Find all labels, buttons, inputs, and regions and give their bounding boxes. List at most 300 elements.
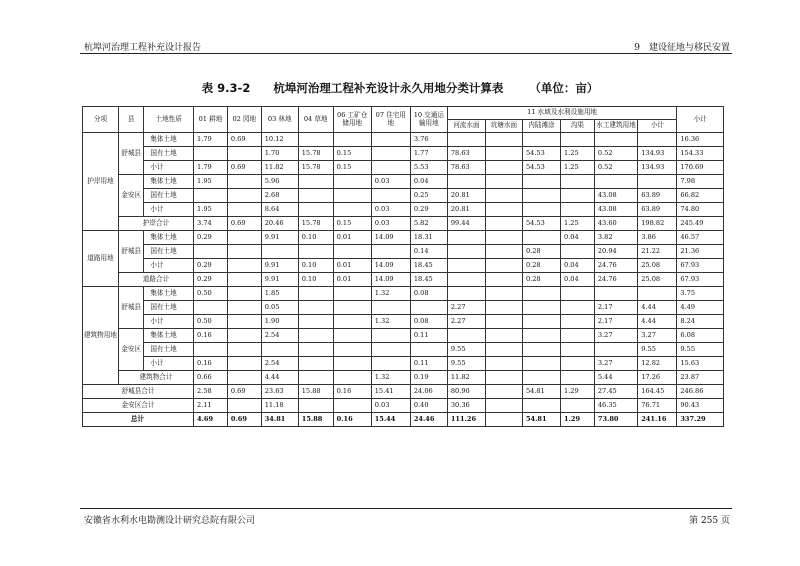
- value-cell: [638, 133, 677, 147]
- value-cell: [561, 329, 595, 343]
- value-cell: 2.58: [194, 385, 228, 399]
- value-cell: 1.32: [371, 371, 410, 385]
- value-cell: 20.94: [594, 245, 637, 259]
- value-cell: 246.86: [677, 385, 724, 399]
- summary-row-label: 金安区合计: [83, 399, 194, 413]
- value-cell: [594, 133, 637, 147]
- value-cell: 54.81: [522, 385, 560, 399]
- value-cell: [561, 245, 595, 259]
- value-cell: 63.89: [638, 189, 677, 203]
- value-cell: [561, 189, 595, 203]
- value-cell: [333, 371, 371, 385]
- value-cell: [227, 371, 261, 385]
- value-cell: [298, 203, 333, 217]
- value-cell: [485, 259, 522, 273]
- value-cell: [333, 133, 371, 147]
- value-cell: [485, 147, 522, 161]
- value-cell: 134.93: [638, 147, 677, 161]
- summary-row-label: 建筑物合计: [118, 371, 193, 385]
- value-cell: 80.90: [447, 385, 485, 399]
- value-cell: 1.25: [561, 147, 595, 161]
- value-cell: [227, 231, 261, 245]
- value-cell: [485, 161, 522, 175]
- value-cell: [522, 329, 560, 343]
- summary-row-label: 舒城县合计: [83, 385, 194, 399]
- value-cell: 43.08: [594, 189, 637, 203]
- value-cell: 2.27: [447, 315, 485, 329]
- value-cell: 10.12: [261, 133, 298, 147]
- value-cell: 0.29: [194, 259, 228, 273]
- value-cell: [561, 399, 595, 413]
- value-cell: [485, 287, 522, 301]
- value-cell: 0.69: [227, 217, 261, 231]
- value-cell: 63.89: [638, 203, 677, 217]
- header-col-06: 06 工矿仓储用地: [333, 107, 371, 133]
- value-cell: [194, 301, 228, 315]
- value-cell: [333, 287, 371, 301]
- value-cell: [638, 175, 677, 189]
- land-nature-label: 集体土地: [144, 329, 194, 343]
- value-cell: 11.82: [261, 161, 298, 175]
- land-nature-label: 国有土地: [144, 189, 194, 203]
- value-cell: 15.78: [298, 217, 333, 231]
- value-cell: 0.10: [298, 259, 333, 273]
- land-nature-label: 小计: [144, 259, 194, 273]
- value-cell: 0.29: [410, 203, 447, 217]
- value-cell: [298, 175, 333, 189]
- value-cell: [298, 315, 333, 329]
- value-cell: 18.45: [410, 259, 447, 273]
- table-row: [83, 133, 724, 147]
- value-cell: 17.26: [638, 371, 677, 385]
- value-cell: [561, 357, 595, 371]
- value-cell: 1.79: [194, 161, 228, 175]
- value-cell: 3.27: [594, 357, 637, 371]
- value-cell: 3.27: [638, 329, 677, 343]
- value-cell: 4.69: [194, 413, 228, 427]
- summary-row-label: 道路合计: [118, 273, 193, 287]
- value-cell: [485, 175, 522, 189]
- value-cell: 0.11: [410, 357, 447, 371]
- value-cell: [333, 203, 371, 217]
- value-cell: [410, 301, 447, 315]
- table-row: [83, 147, 724, 161]
- value-cell: [485, 343, 522, 357]
- value-cell: 0.29: [194, 273, 228, 287]
- value-cell: [485, 399, 522, 413]
- table-row: [83, 217, 724, 231]
- value-cell: 15.41: [371, 385, 410, 399]
- value-cell: 14.09: [371, 231, 410, 245]
- value-cell: 43.60: [594, 217, 637, 231]
- table-row: [83, 315, 724, 329]
- table-row: [83, 413, 724, 427]
- value-cell: 198.82: [638, 217, 677, 231]
- value-cell: [447, 329, 485, 343]
- value-cell: [485, 189, 522, 203]
- value-cell: 0.19: [410, 371, 447, 385]
- value-cell: [485, 203, 522, 217]
- value-cell: 18.45: [410, 273, 447, 287]
- value-cell: [333, 329, 371, 343]
- value-cell: 1.25: [561, 161, 595, 175]
- value-cell: 0.01: [333, 259, 371, 273]
- value-cell: [485, 371, 522, 385]
- value-cell: [371, 357, 410, 371]
- value-cell: 21.36: [677, 245, 724, 259]
- value-cell: 2.68: [261, 189, 298, 203]
- value-cell: 170.69: [677, 161, 724, 175]
- value-cell: 0.16: [194, 329, 228, 343]
- value-cell: [447, 287, 485, 301]
- value-cell: 0.28: [522, 273, 560, 287]
- value-cell: 74.80: [677, 203, 724, 217]
- value-cell: 1.95: [194, 175, 228, 189]
- value-cell: [561, 343, 595, 357]
- land-nature-label: 集体土地: [144, 175, 194, 189]
- table-row: [83, 259, 724, 273]
- value-cell: 2.54: [261, 329, 298, 343]
- value-cell: 245.49: [677, 217, 724, 231]
- value-cell: [522, 133, 560, 147]
- value-cell: 0.40: [410, 399, 447, 413]
- value-cell: [522, 315, 560, 329]
- land-use-table: [82, 106, 724, 427]
- value-cell: [333, 245, 371, 259]
- table-row: [83, 371, 724, 385]
- value-cell: [227, 245, 261, 259]
- value-cell: 0.52: [594, 147, 637, 161]
- table-row: [83, 245, 724, 259]
- table-title-text: 表 9.3-2 杭埠河治理工程补充设计永久用地分类计算表: [201, 81, 504, 95]
- table-title: [0, 80, 800, 96]
- value-cell: [485, 301, 522, 315]
- value-cell: [522, 189, 560, 203]
- value-cell: 78.63: [447, 161, 485, 175]
- value-cell: 54.53: [522, 161, 560, 175]
- value-cell: 0.52: [594, 161, 637, 175]
- value-cell: [194, 245, 228, 259]
- value-cell: [227, 287, 261, 301]
- value-cell: 1.29: [561, 413, 595, 427]
- table-row: [83, 161, 724, 175]
- header-col-02: 02 园地: [227, 107, 261, 133]
- value-cell: 0.25: [410, 189, 447, 203]
- value-cell: 337.29: [677, 413, 724, 427]
- value-cell: 20.81: [447, 189, 485, 203]
- value-cell: 15.88: [298, 413, 333, 427]
- value-cell: 4.49: [677, 301, 724, 315]
- land-nature-label: 小计: [144, 357, 194, 371]
- value-cell: 0.16: [333, 385, 371, 399]
- footer-page-number: 第 255 页: [689, 516, 730, 526]
- header-beach: 内陆滩涂: [522, 120, 560, 133]
- value-cell: [298, 399, 333, 413]
- header-col-total: 小计: [677, 107, 724, 133]
- value-cell: [227, 273, 261, 287]
- value-cell: [227, 329, 261, 343]
- value-cell: 24.76: [594, 259, 637, 273]
- value-cell: [371, 301, 410, 315]
- value-cell: 1.32: [371, 287, 410, 301]
- value-cell: [410, 343, 447, 357]
- value-cell: [333, 343, 371, 357]
- value-cell: 1.95: [194, 203, 228, 217]
- table-row: [83, 231, 724, 245]
- value-cell: 20.46: [261, 217, 298, 231]
- value-cell: [227, 357, 261, 371]
- value-cell: 25.08: [638, 259, 677, 273]
- value-cell: 34.81: [261, 413, 298, 427]
- value-cell: [227, 203, 261, 217]
- summary-row-label: 护岸合计: [118, 217, 193, 231]
- value-cell: 8.24: [677, 315, 724, 329]
- value-cell: [227, 343, 261, 357]
- value-cell: [227, 399, 261, 413]
- table-row: [83, 385, 724, 399]
- value-cell: 14.09: [371, 273, 410, 287]
- value-cell: 9.91: [261, 259, 298, 273]
- value-cell: 0.04: [561, 231, 595, 245]
- value-cell: 24.76: [594, 273, 637, 287]
- value-cell: 0.15: [333, 161, 371, 175]
- value-cell: [333, 315, 371, 329]
- value-cell: [485, 357, 522, 371]
- header-report-title: 杭埠河治理工程补充设计报告: [84, 43, 202, 53]
- header-pond: 坑塘水面: [485, 120, 522, 133]
- value-cell: [371, 133, 410, 147]
- value-cell: [485, 273, 522, 287]
- value-cell: 67.93: [677, 259, 724, 273]
- value-cell: 0.69: [227, 385, 261, 399]
- value-cell: 111.26: [447, 413, 485, 427]
- value-cell: 3.74: [194, 217, 228, 231]
- value-cell: 46.57: [677, 231, 724, 245]
- value-cell: 25.08: [638, 273, 677, 287]
- land-nature-label: 集体土地: [144, 133, 194, 147]
- value-cell: 2.27: [447, 301, 485, 315]
- value-cell: 54.81: [522, 413, 560, 427]
- header-category: 分项: [83, 107, 119, 133]
- table-unit: （单位：亩）: [529, 81, 599, 95]
- land-nature-label: 小计: [144, 161, 194, 175]
- value-cell: 0.16: [194, 357, 228, 371]
- value-cell: 16.36: [677, 133, 724, 147]
- value-cell: 2.17: [594, 315, 637, 329]
- value-cell: 8.64: [261, 203, 298, 217]
- header-c11-subtotal: 小计: [638, 120, 677, 133]
- value-cell: [333, 189, 371, 203]
- value-cell: [227, 301, 261, 315]
- county-jinan: 金安区: [118, 175, 143, 217]
- header-col-10: 10 交通运输用地: [410, 107, 447, 133]
- value-cell: 0.05: [261, 301, 298, 315]
- table-row: [83, 343, 724, 357]
- value-cell: [298, 245, 333, 259]
- table-row: [83, 203, 724, 217]
- value-cell: [522, 371, 560, 385]
- value-cell: 1.85: [261, 287, 298, 301]
- value-cell: 0.03: [371, 175, 410, 189]
- value-cell: [333, 175, 371, 189]
- value-cell: [298, 329, 333, 343]
- land-nature-label: 小计: [144, 315, 194, 329]
- value-cell: 15.63: [677, 357, 724, 371]
- value-cell: [194, 147, 228, 161]
- header-col-01: 01 耕地: [194, 107, 228, 133]
- value-cell: 154.33: [677, 147, 724, 161]
- value-cell: 21.22: [638, 245, 677, 259]
- county-jinan: 金安区: [118, 329, 143, 371]
- value-cell: 0.28: [522, 245, 560, 259]
- value-cell: 54.53: [522, 217, 560, 231]
- value-cell: 0.11: [410, 329, 447, 343]
- value-cell: 4.44: [638, 301, 677, 315]
- value-cell: 6.08: [677, 329, 724, 343]
- value-cell: 0.29: [194, 231, 228, 245]
- value-cell: [638, 287, 677, 301]
- value-cell: [447, 273, 485, 287]
- value-cell: 0.08: [410, 315, 447, 329]
- value-cell: 9.55: [447, 343, 485, 357]
- value-cell: 0.15: [333, 147, 371, 161]
- value-cell: 9.91: [261, 231, 298, 245]
- value-cell: 20.81: [447, 203, 485, 217]
- value-cell: 0.50: [194, 287, 228, 301]
- value-cell: 12.82: [638, 357, 677, 371]
- value-cell: 241.16: [638, 413, 677, 427]
- value-cell: 0.04: [410, 175, 447, 189]
- value-cell: 0.10: [298, 273, 333, 287]
- value-cell: [371, 343, 410, 357]
- value-cell: 0.69: [227, 133, 261, 147]
- value-cell: 1.29: [561, 385, 595, 399]
- value-cell: 0.04: [561, 273, 595, 287]
- value-cell: [522, 203, 560, 217]
- land-nature-label: 小计: [144, 203, 194, 217]
- value-cell: 18.31: [410, 231, 447, 245]
- header-col-11: 11 水域及水利设施用地: [447, 107, 677, 120]
- value-cell: [371, 245, 410, 259]
- value-cell: 0.03: [371, 203, 410, 217]
- value-cell: 9.55: [638, 343, 677, 357]
- value-cell: [194, 189, 228, 203]
- land-nature-label: 国有土地: [144, 245, 194, 259]
- header-col-04: 04 草地: [298, 107, 333, 133]
- value-cell: 23.87: [677, 371, 724, 385]
- value-cell: 1.79: [194, 133, 228, 147]
- value-cell: [298, 357, 333, 371]
- value-cell: 3.27: [594, 329, 637, 343]
- footer-company: 安徽省水利水电勘测设计研究总院有限公司: [84, 516, 256, 526]
- value-cell: 0.50: [194, 315, 228, 329]
- value-cell: [333, 301, 371, 315]
- group-revetment: 护岸用地: [83, 133, 119, 231]
- value-cell: 99.44: [447, 217, 485, 231]
- value-cell: [298, 301, 333, 315]
- value-cell: [561, 315, 595, 329]
- value-cell: [298, 133, 333, 147]
- header-hydraulic: 水工建筑用地: [594, 120, 637, 133]
- header-col-07: 07 住宅用地: [371, 107, 410, 133]
- value-cell: 67.93: [677, 273, 724, 287]
- value-cell: [485, 385, 522, 399]
- value-cell: [522, 301, 560, 315]
- value-cell: [447, 133, 485, 147]
- header-land-nature: 土地性质: [144, 107, 194, 133]
- value-cell: 30.36: [447, 399, 485, 413]
- value-cell: [227, 147, 261, 161]
- value-cell: 15.78: [298, 147, 333, 161]
- header-col-03: 03 林地: [261, 107, 298, 133]
- value-cell: 0.66: [194, 371, 228, 385]
- value-cell: 134.93: [638, 161, 677, 175]
- value-cell: [561, 203, 595, 217]
- value-cell: [594, 175, 637, 189]
- value-cell: 3.75: [677, 287, 724, 301]
- value-cell: [194, 343, 228, 357]
- value-cell: [561, 287, 595, 301]
- value-cell: [522, 231, 560, 245]
- value-cell: [227, 315, 261, 329]
- value-cell: 11.82: [447, 371, 485, 385]
- value-cell: 2.11: [194, 399, 228, 413]
- value-cell: 9.55: [447, 357, 485, 371]
- value-cell: [594, 343, 637, 357]
- table-row: [83, 273, 724, 287]
- value-cell: 7.98: [677, 175, 724, 189]
- value-cell: 0.28: [522, 259, 560, 273]
- value-cell: 0.08: [410, 287, 447, 301]
- value-cell: [227, 259, 261, 273]
- value-cell: 1.32: [371, 315, 410, 329]
- table-row: [83, 175, 724, 189]
- value-cell: 11.18: [261, 399, 298, 413]
- value-cell: [485, 217, 522, 231]
- land-nature-label: 国有土地: [144, 343, 194, 357]
- table-row: [83, 287, 724, 301]
- value-cell: 0.14: [410, 245, 447, 259]
- value-cell: 15.88: [298, 385, 333, 399]
- value-cell: [447, 175, 485, 189]
- value-cell: 1.25: [561, 217, 595, 231]
- value-cell: 5.82: [410, 217, 447, 231]
- value-cell: 2.17: [594, 301, 637, 315]
- county-shucheng: 舒城县: [118, 287, 143, 329]
- value-cell: [485, 413, 522, 427]
- value-cell: 0.69: [227, 413, 261, 427]
- value-cell: [261, 245, 298, 259]
- value-cell: 2.54: [261, 357, 298, 371]
- value-cell: [485, 329, 522, 343]
- value-cell: [522, 287, 560, 301]
- value-cell: 5.96: [261, 175, 298, 189]
- land-nature-label: 集体土地: [144, 231, 194, 245]
- value-cell: 54.53: [522, 147, 560, 161]
- land-nature-label: 集体土地: [144, 287, 194, 301]
- group-road: 道路用地: [83, 231, 119, 287]
- land-nature-label: 国有土地: [144, 301, 194, 315]
- value-cell: [447, 231, 485, 245]
- value-cell: [485, 245, 522, 259]
- value-cell: [522, 357, 560, 371]
- value-cell: [485, 315, 522, 329]
- value-cell: [594, 287, 637, 301]
- value-cell: [371, 189, 410, 203]
- value-cell: [298, 287, 333, 301]
- table-row: [83, 329, 724, 343]
- value-cell: 15.44: [371, 413, 410, 427]
